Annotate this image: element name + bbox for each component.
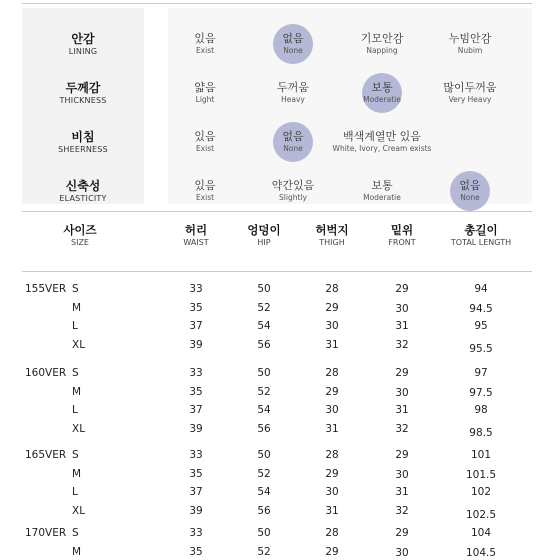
size-column-header [35,223,125,248]
size-label: XL [72,422,86,435]
measurement-cell: 95.5 [469,342,493,355]
measurement-cell: 29 [395,283,409,295]
column-header-ko: 허리 [184,223,208,237]
attribute-option [435,81,505,105]
measurement-cell: 35 [189,301,203,314]
attribute-option [347,81,417,105]
top-divider [22,3,532,4]
measurement-cell: 31 [325,338,339,351]
measurement-cell: 52 [257,385,271,398]
measurement-cell: 30 [325,486,339,498]
section-divider [22,211,532,212]
measurement-cell: 98 [474,404,488,416]
measurement-cell: 102 [470,486,492,498]
option-label-ko: 보통 [371,81,393,94]
attribute-label-ko: 신축성 [65,179,101,193]
size-label: L [72,486,78,498]
measurement-cell: 29 [325,467,339,480]
column-header-ko: 허벅지 [315,223,349,237]
measurement-cell: 30 [325,404,339,416]
measurement-cell: 37 [189,404,203,416]
attribute-label [22,32,144,58]
measurement-cell: 29 [325,545,339,558]
measurement-cell: 33 [189,527,203,539]
measurement-cell: 35 [189,467,203,480]
attribute-option [170,179,240,203]
column-header-en: TOTAL LENGTH [450,238,512,247]
size-column-header [357,223,447,248]
attribute-label-ko: 두께감 [65,81,101,95]
size-group-label: 155VER [25,283,67,295]
option-label-ko: 있음 [194,32,216,45]
measurement-cell: 33 [189,367,203,379]
size-label: S [72,527,79,539]
measurement-cell: 30 [395,546,409,559]
measurement-cell: 29 [395,449,409,461]
fabric-attributes-panel [22,8,532,204]
measurement-cell: 31 [395,320,409,332]
size-label: S [72,367,79,379]
column-header-ko: 밑위 [390,223,414,237]
measurement-cell: 52 [257,301,271,314]
measurement-cell: 94 [474,283,488,295]
size-label: L [72,404,78,416]
measurement-cell: 31 [395,404,409,416]
attribute-option [170,81,240,105]
measurement-cell: 35 [189,385,203,398]
option-label-ko: 있음 [194,130,216,143]
option-label-en: None [283,46,303,55]
option-label-en: Nubim [457,46,483,55]
option-label-en: Heavy [281,95,305,104]
measurement-cell: 54 [257,404,271,416]
measurement-cell: 31 [395,486,409,498]
column-header-en: HIP [257,238,271,247]
attribute-option [258,179,328,203]
measurement-cell: 31 [325,422,339,435]
column-header-ko: 총길이 [464,223,498,237]
attribute-label [22,179,144,205]
measurement-cell: 97 [474,367,488,379]
measurement-cell: 30 [325,320,339,332]
measurement-cell: 28 [325,449,339,461]
option-label-en: Exist [195,193,215,202]
option-label-ko: 두꺼움 [277,81,309,94]
column-header-ko: 엉덩이 [247,223,281,237]
measurement-cell: 50 [257,367,271,379]
size-label: M [72,385,82,398]
option-label-ko: 보통 [371,179,393,192]
attribute-label-ko: 안감 [71,32,95,46]
measurement-cell: 30 [395,386,409,399]
measurement-cell: 94.5 [469,302,493,315]
attribute-label-en: SHEERNESS [58,145,108,154]
measurement-cell: 56 [257,422,271,435]
attribute-option [170,32,240,56]
attribute-row [22,165,532,214]
size-label: M [72,301,82,314]
option-label-en: Napping [366,46,398,55]
size-label: L [72,320,78,332]
option-label-en: White, Ivory, Cream exists [332,144,432,153]
attribute-option [347,179,417,203]
attribute-option [258,130,328,154]
size-column-header [436,223,526,248]
option-label-ko: 없음 [282,130,304,143]
measurement-cell: 37 [189,486,203,498]
size-label: XL [72,338,86,351]
option-label-ko: 많이두꺼움 [443,81,497,94]
measurement-cell: 54 [257,320,271,332]
measurement-cell: 101.5 [465,468,497,481]
measurement-cell: 28 [325,367,339,379]
option-label-ko: 누빔안감 [448,32,492,45]
attribute-label [22,130,144,156]
option-label-en: Light [195,95,215,104]
option-label-en: Slightly [279,193,307,202]
attribute-label [22,81,144,107]
attribute-row [22,18,532,67]
size-group-label: 160VER [25,367,67,379]
measurement-cell: 101 [470,449,492,461]
option-label-en: Moderatie [363,193,401,202]
measurement-cell: 97.5 [469,386,493,399]
size-label: XL [72,504,86,517]
attribute-label-en: ELASTICITY [59,194,107,203]
measurement-cell: 33 [189,283,203,295]
attribute-option [327,130,437,154]
measurement-cell: 29 [325,301,339,314]
option-label-ko: 기모안감 [360,32,404,45]
column-header-en: SIZE [71,238,89,247]
measurement-cell: 52 [257,467,271,480]
option-label-ko: 없음 [282,32,304,45]
measurement-cell: 50 [257,283,271,295]
measurement-cell: 56 [257,504,271,517]
measurement-cell: 29 [395,367,409,379]
measurement-cell: 95 [474,320,488,332]
attribute-label-ko: 비침 [71,130,95,144]
option-label-en: Exist [195,46,215,55]
measurement-cell: 32 [395,504,409,517]
attribute-row [22,67,532,116]
measurement-cell: 102.5 [465,508,497,521]
option-label-en: Very Heavy [448,95,492,104]
measurement-cell: 104 [470,527,492,539]
measurement-cell: 30 [395,302,409,315]
measurement-cell: 29 [395,527,409,539]
measurement-cell: 30 [395,468,409,481]
measurement-cell: 50 [257,527,271,539]
size-label: M [72,467,82,480]
option-label-en: None [283,144,303,153]
measurement-cell: 54 [257,486,271,498]
attribute-row [22,116,532,165]
option-label-en: None [460,193,480,202]
size-label: S [72,449,79,461]
measurement-cell: 28 [325,527,339,539]
column-header-ko: 사이즈 [63,223,97,237]
measurement-cell: 39 [189,422,203,435]
option-label-ko: 없음 [459,179,481,192]
measurement-cell: 31 [325,504,339,517]
option-label-ko: 백색계열만 있음 [343,130,421,143]
column-header-en: WAIST [183,238,209,247]
option-label-ko: 약간있음 [271,179,315,192]
header-divider [22,271,532,272]
attribute-option [258,32,328,56]
measurement-cell: 35 [189,545,203,558]
option-label-ko: 있음 [194,179,216,192]
option-label-en: Exist [195,144,215,153]
measurement-cell: 33 [189,449,203,461]
attribute-option [347,32,417,56]
option-label-ko: 얇음 [194,81,216,94]
attribute-option [435,179,505,203]
attribute-label-en: LINING [68,47,98,56]
attribute-label-en: THICKNESS [59,96,107,105]
measurement-cell: 32 [395,422,409,435]
measurement-cell: 52 [257,545,271,558]
measurement-cell: 104.5 [465,546,497,559]
measurement-cell: 56 [257,338,271,351]
measurement-cell: 29 [325,385,339,398]
measurement-cell: 28 [325,283,339,295]
option-label-en: Moderatie [363,95,401,104]
size-label: S [72,283,79,295]
attribute-option [170,130,240,154]
size-label: M [72,545,82,558]
attribute-option [258,81,328,105]
column-header-en: THIGH [319,238,345,247]
measurement-cell: 50 [257,449,271,461]
measurement-cell: 32 [395,338,409,351]
size-group-label: 165VER [25,449,67,461]
measurement-cell: 98.5 [469,426,493,439]
attribute-option [435,32,505,56]
measurement-cell: 37 [189,320,203,332]
measurement-cell: 39 [189,504,203,517]
measurement-cell: 39 [189,338,203,351]
column-header-en: FRONT [388,238,416,247]
size-group-label: 170VER [25,527,67,539]
